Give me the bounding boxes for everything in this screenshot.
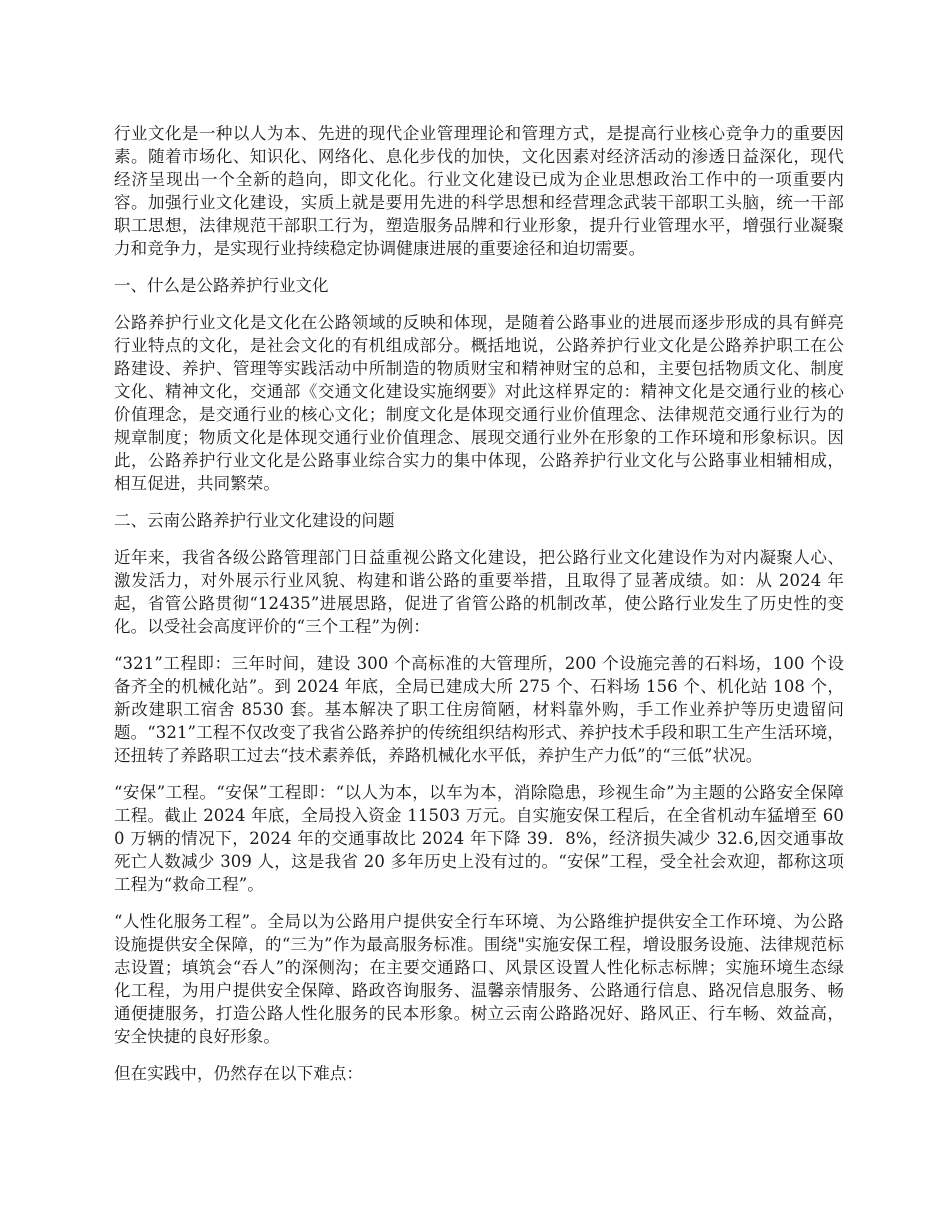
- section-1-paragraph: 公路养护行业文化是文化在公路领域的反映和体现，是随着公路事业的进展而逐步形成的具有鲜亮行业特点的文化，是社会文化的有机组成部分。概括地说，公路养护行业文化是公路养护职工在公路建设、养护、管理等实践活动中所制造的物质财宝和精神财宝的总和，主要包括物质文化、制度文化、精神文化，交通部《交通文化建设实施纲要》对此这样界定的：精神文化是交通行业的核心价值理念，是交通行业的核心文化；制度文化是体现交通行业价值理念、法律规范交通行业行为的规章制度；物质文化是体现交通行业价值理念、展现交通行业外在形象的工作环境和形象标识。因此，公路养护行业文化是公路事业综合实力的集中体现，公路养护行业文化与公路事业相辅相成，相互促进，共同繁荣。: [114, 313, 844, 493]
- document-body: [114, 122, 844, 1099]
- section-2-paragraph-service: “人性化服务工程”。全局以为公路用户提供安全行车环境、为公路维护提供安全工作环境、为公路设施提供安全保障，的“三为”作为最高服务标准。围绕"实施安保工程，增设服务设施、法律规范标志设置；填筑会“吞人”的深侧沟；在主要交通路口、风景区设置人性化标志标牌；实施环境生态绿化工程，为用户提供安全保障、路政咨询服务、温馨亲情服务、公路通行信息、路况信息服务、畅通便捷服务，打造公路人性化服务的民本形象。树立云南公路路况好、路风正、行车畅、效益高，安全快捷的良好形象。: [114, 912, 844, 1046]
- section-2-paragraph-321: “321”工程即：三年时间，建设 300 个高标准的大管理所，200 个设施完善的石料场，100 个设备齐全的机械化站”。到 2024 年底，全局已建成大所 275 个、石料场 156 个、机化站 108 个，新改建职工宿舍 8530 套。基本解决了职工住房简陋，材料靠外购，手工作业养护等历史遗留问题。“321”工程不仅改变了我省公路养护的传统组织结构形式、养护技术手段和职工生产生活环境，还扭转了养路职工过去“技术素养低，养路机械化水平低，养护生产力低”的“三低”状况。: [114, 654, 844, 765]
- intro-paragraph: 行业文化是一种以人为本、先进的现代企业管理理论和管理方式，是提高行业核心竞争力的重要因素。随着市场化、知识化、网络化、息化步伐的加快，文化因素对经济活动的渗透日益深化，现代经济呈现出一个全新的趋向，即文化化。行业文化建设已成为企业思想政治工作中的一项重要内容。加强行业文化建设，实质上就是要用先进的科学思想和经营理念武装干部职工头脑，统一干部职工思想，法律规范干部职工行为，塑造服务品牌和行业形象，提升行业管理水平，增强行业凝聚力和竞争力，是实现行业持续稳定协调健康进展的重要途径和迫切需要。: [114, 124, 844, 258]
- section-heading-1: 一、什么是公路养护行业文化: [114, 276, 329, 295]
- section-2-paragraph-anbao: “安保”工程。“安保”工程即：“以人为本，以车为本，消除隐患，珍视生命”为主题的公路安全保障工程。截止 2024 年底，全局投入资金 11503 万元。自实施安保工程后，在全省机动车猛增至 600 万辆的情况下，2024 年的交通事故比 2024 年下降 39．8%，经济损失减少 32.6,因交通事故死亡人数减少 309 人，这是我省 20 多年历史上没有过的。“安保”工程，受全社会欢迎，都称这项工程为“救命工程”。: [114, 783, 844, 894]
- closing-paragraph: 但在实践中，仍然存在以下难点：: [114, 1064, 363, 1083]
- section-heading-2: 二、云南公路养护行业文化建设的问题: [114, 511, 395, 530]
- section-2-paragraph-1: 近年来，我省各级公路管理部门日益重视公路文化建设，把公路行业文化建设作为对内凝聚人心、激发活力，对外展示行业风貌、构建和谐公路的重要举措，且取得了显著成绩。如：从 2024 年起，省管公路贯彻“12435”进展思路，促进了省管公路的机制改革，使公路行业发生了历史性的变化。以受社会高度评价的“三个工程”为例：: [114, 548, 844, 636]
